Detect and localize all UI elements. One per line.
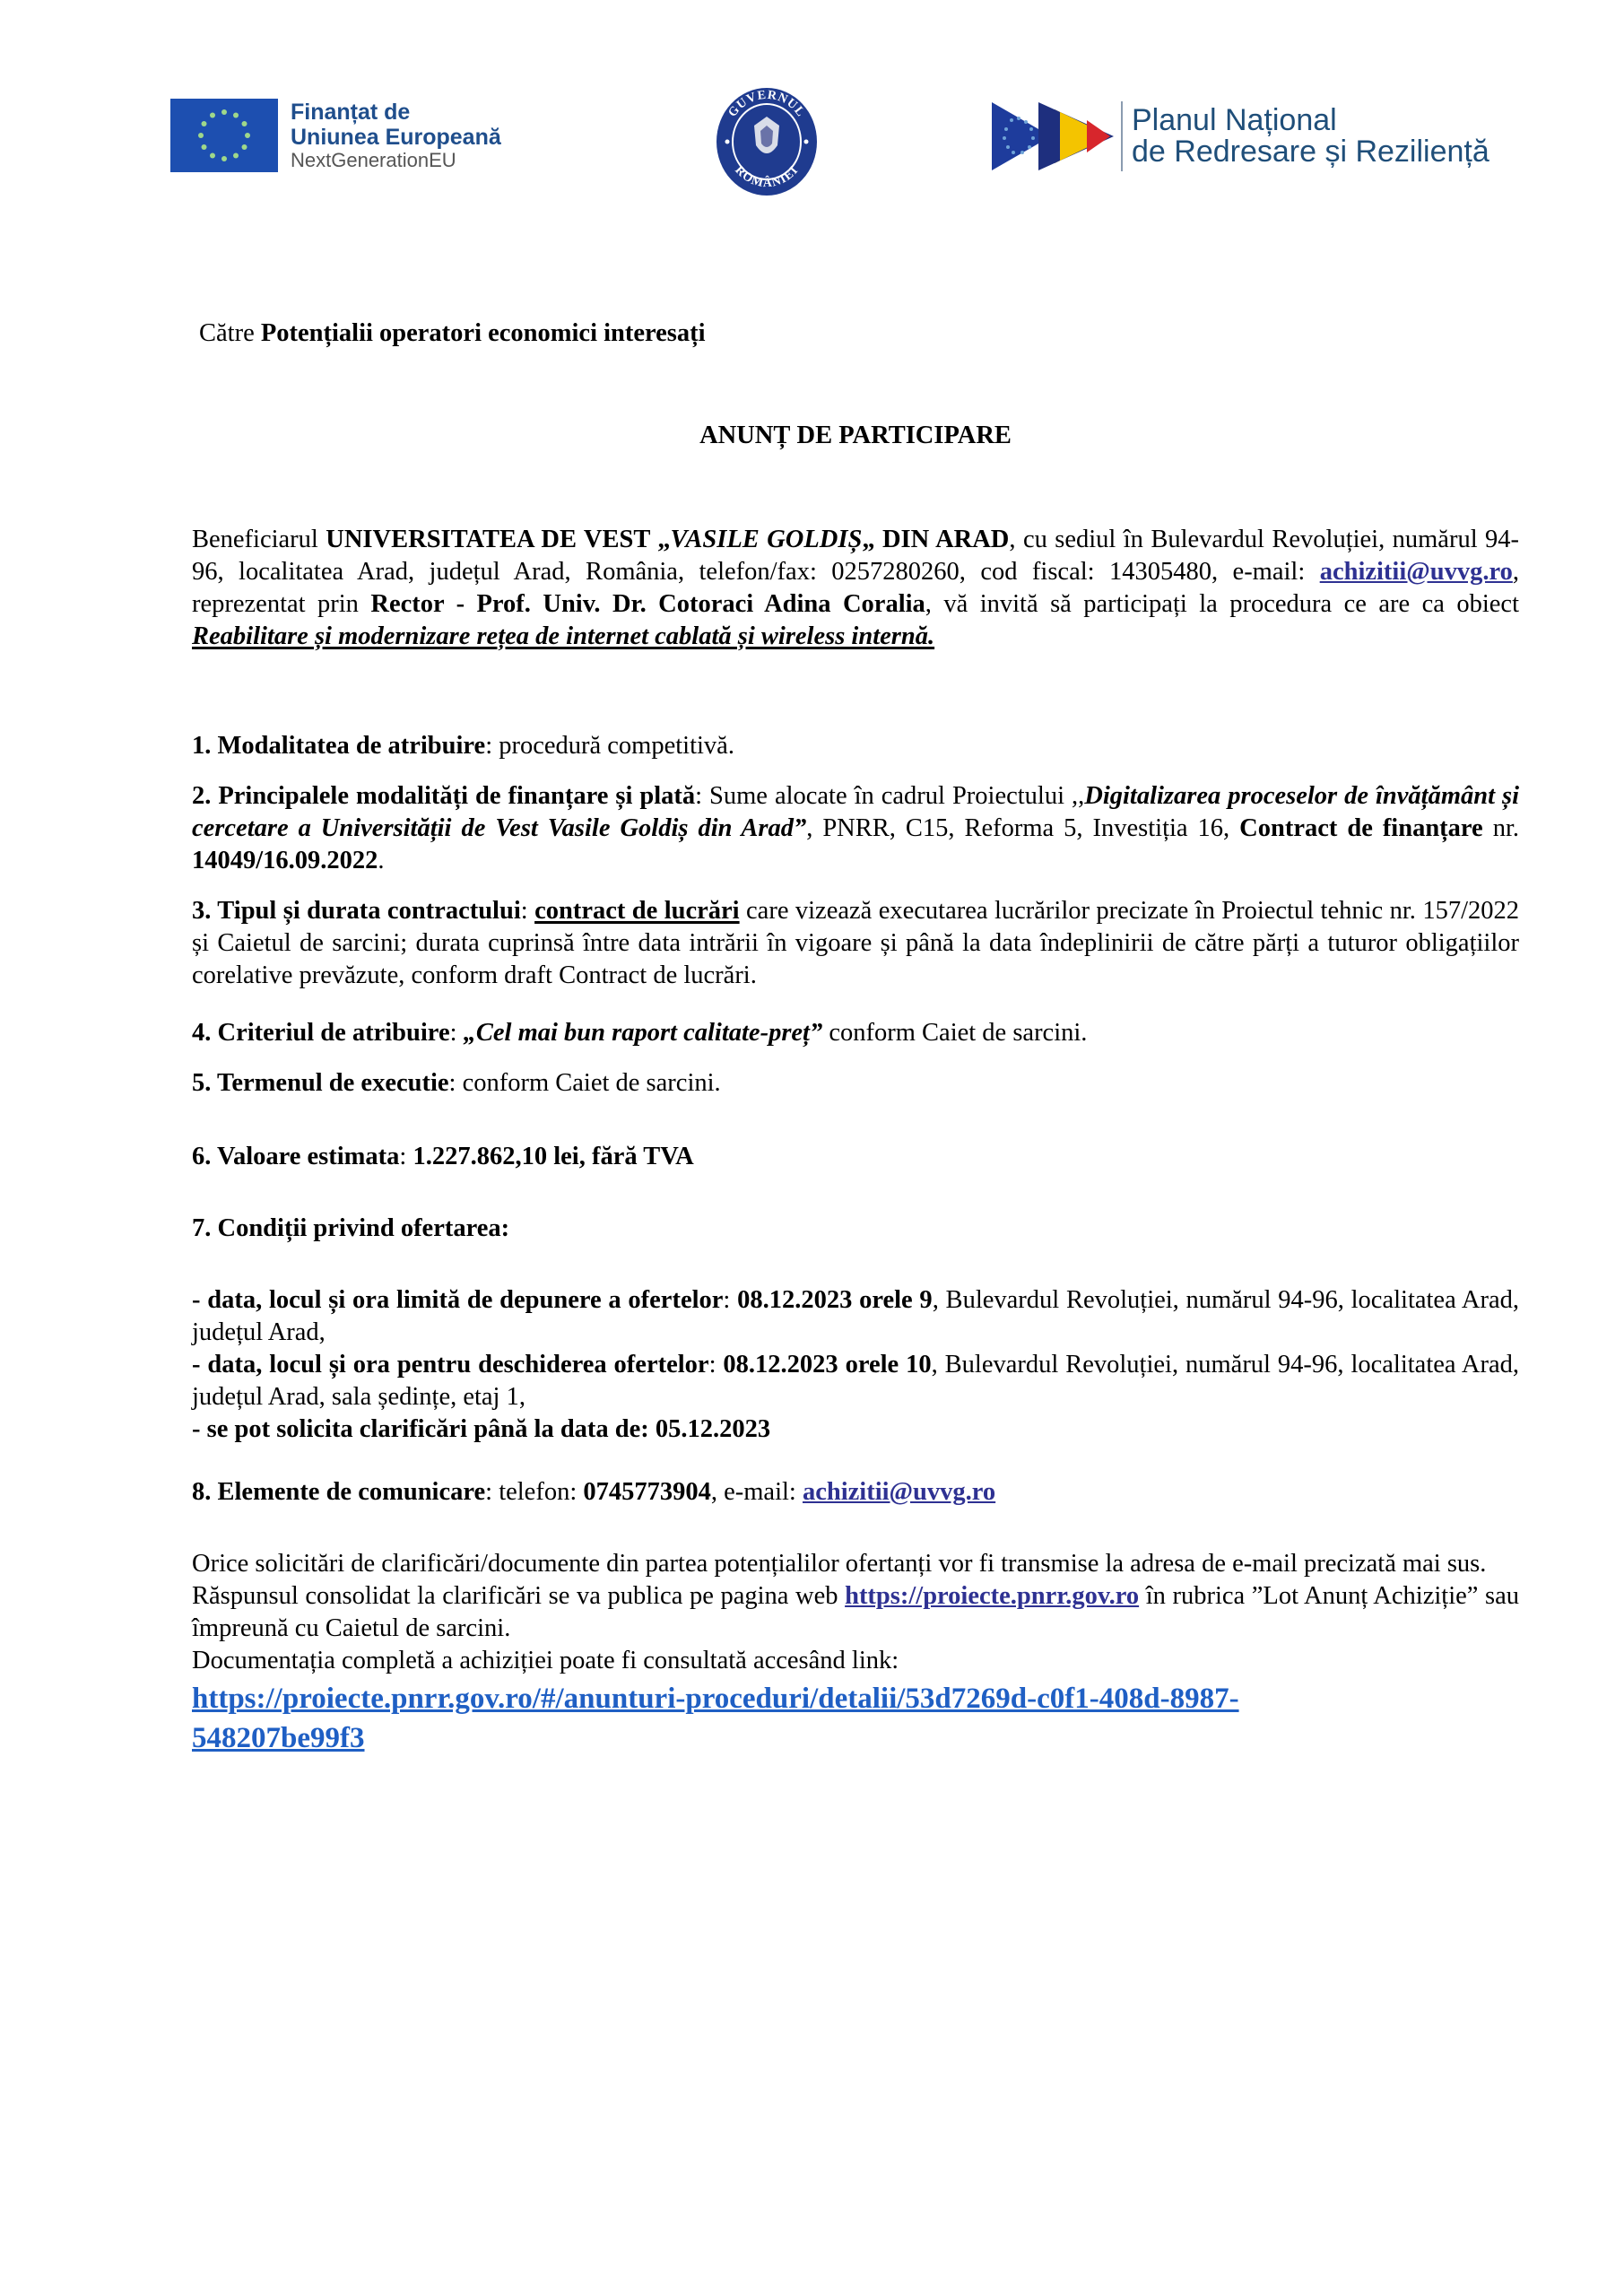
svg-text:GUVERNUL: GUVERNUL [725,88,808,120]
condition-datetime: 08.12.2023 orele 9 [737,1286,933,1314]
eu-logo-line2: Uniunea Europeană [291,124,501,150]
eu-flag-icon [170,99,278,172]
project-name: Digitalizarea proceselor de învățământ și cercetare a Universității de Vest Vasile Goldiș din Arad” [192,782,1520,842]
pnrr-arrows-icon [986,100,1114,172]
section-3-label: 3. Tipul și durata contractului [192,897,521,925]
university-city: „ DIN ARAD [862,526,1010,553]
condition-label: - data, locul și ora limită de depunere a ofertelor [192,1286,724,1314]
section-2-label: 2. Principalele modalități de finanțare și plată [192,782,696,810]
intro-text: Beneficiarul [192,526,326,553]
section-7-heading [192,1213,1519,1245]
offer-condition-item [192,1413,1519,1446]
contract-type: contract de lucrări [534,897,740,925]
documentation-paragraph: Documentația completă a achiziției poate fi consultată accesând link: [192,1647,899,1674]
intro-address-text: , cu sediul în Bulevardul Revoluției, numărul 94-96, localitatea Arad, județul Arad, România, telefon/fax: 0257280260, cod fiscal: 14305480, e-mail: [192,526,1520,586]
pnrr-divider [1121,101,1123,171]
condition-text: : [723,1286,738,1314]
pnrr-website-link[interactable]: https://proiecte.pnrr.gov.ro [845,1582,1140,1610]
offer-condition-item [192,1284,1519,1349]
eu-logo-line1: Finanțat de [291,99,411,125]
university-label: UNIVERSITATEA DE VEST „ [326,526,671,553]
university-name: VASILE GOLDIȘ [670,526,863,553]
section-1-text: : procedură competitivă. [485,732,734,760]
addressee-line [199,317,1526,350]
section-4-text: : [449,1019,464,1047]
section-2-text: : Sume alocate în cadrul Proiectului ,, [695,782,1085,810]
award-criterion: „Cel mai bun raport calitate-preț” [463,1019,823,1047]
section-2-text: . [378,847,385,874]
contract-number: 14049/16.09.2022 [192,847,378,874]
contract-label: Contract de finanțare [1239,814,1483,842]
closing-text: Răspunsul consolidat la clarificări se va publica pe pagina web [192,1582,846,1610]
estimated-value: 1.227.862,10 lei, fără TVA [413,1143,694,1170]
section-1-label: 1. Modalitatea de atribuire [192,732,486,760]
clarifications-paragraph: Orice solicitări de clarificări/documente din partea potențialilor ofertanți vor fi transmise la adresa de e-mail precizată mai sus. [192,1550,1487,1578]
condition-text: , Bulevardul Revoluției, numărul 94-96, localitatea Arad, județul Arad, sala ședințe, etaj 1, [192,1351,1519,1411]
section-6-text: : [399,1143,413,1170]
intro-email-link[interactable]: achizitii@uvvg.ro [1319,558,1513,586]
section-5-text: : conform Caiet de sarcini. [448,1069,721,1097]
section-4-label: 4. Criteriul de atribuire [192,1019,450,1047]
section-5 [192,1067,1519,1100]
pnrr-logo [986,100,1489,172]
offer-condition-item [192,1349,1519,1413]
condition-label: - data, locul și ora pentru deschiderea ofertelor [192,1351,709,1378]
section-1 [192,730,1519,762]
documentation-link-line2[interactable]: 548207be99f3 [192,1722,365,1754]
section-3-text: care vizează executarea lucrărilor precizate în Proiectul tehnic nr. 157/2022 și Caietul de sarcini; durata cuprinsă între data intrării în vigoare și până la data îndeplinirii de către părți a tuturor obligațiilor corelative prevăzute, conform draft Contract de lucrări. [192,897,1519,989]
pnrr-logo-line2: de Redresare și Reziliență [1132,135,1489,169]
condition-text: , Bulevardul Revoluției, numărul 94-96, localitatea Arad, județul Arad, [192,1286,1520,1346]
documentation-link-line1[interactable]: https://proiecte.pnrr.gov.ro/#/anunturi-proceduri/detalii/53d7269d-c0f1-408d-8987- [192,1683,1239,1715]
condition-label: - se pot solicita clarificări până la data de [192,1415,641,1443]
section-6 [192,1141,1519,1173]
section-2 [192,780,1519,877]
addressee-prefix: Către [199,319,261,347]
eu-logo-line3: NextGenerationEU [291,148,456,171]
addressee-recipient: Potențialii operatori economici interesați [260,319,706,347]
section-4 [192,1017,1519,1049]
section-3-text: : [520,897,535,925]
closing-block [192,1548,1519,1758]
intro-paragraph [192,524,1519,653]
section-4-text: conform Caiet de sarcini. [822,1019,1088,1047]
eu-funding-logo [170,99,501,172]
representative: Rector - Prof. Univ. Dr. Cotoraci Adina Coralia [370,590,925,618]
svg-text:ROMÂNIEI: ROMÂNIEI [732,163,802,191]
condition-datetime: 05.12.2023 [655,1415,771,1443]
section-2-text: nr. [1482,814,1519,842]
closing-text: în rubrica ”Lot Anunț Achiziție” sau împreună cu Caietul de sarcini. [192,1582,1519,1642]
section-6-label: 6. Valoare estimata [192,1143,400,1170]
condition-text: : [640,1415,656,1443]
section-7-label: 7. Condiții privind ofertarea: [192,1214,510,1242]
page-title: ANUNȚ DE PARTICIPARE [699,422,1012,449]
section-5-label: 5. Termenul de executie [192,1069,449,1097]
contact-phone: 0745773904 [583,1478,711,1506]
pnrr-logo-line1: Planul Național [1132,102,1337,137]
section-8-label: 8. Elemente de comunicare [192,1478,486,1506]
condition-text: : [708,1351,724,1378]
condition-datetime: 08.12.2023 orele 10 [723,1351,932,1378]
intro-text: , vă invită să participați la procedura ce are ca obiect [925,590,1519,618]
section-8 [192,1476,1519,1509]
contact-email-link[interactable]: achizitii@uvvg.ro [802,1478,996,1506]
government-seal-icon [711,86,822,197]
procurement-object: Reabilitare și modernizare rețea de internet cablată și wireless internă. [192,622,935,650]
section-8-text: : telefon: [485,1478,584,1506]
section-3 [192,895,1519,992]
intro-text: , reprezentat prin [192,558,1519,618]
section-8-text: , e-mail: [710,1478,803,1506]
consolidated-answer-paragraph [192,1580,1519,1645]
section-2-text: , PNRR, C15, Reforma 5, Investiția 16, [806,814,1240,842]
section-7-list [192,1284,1519,1446]
full-documentation-link[interactable] [192,1679,1519,1758]
